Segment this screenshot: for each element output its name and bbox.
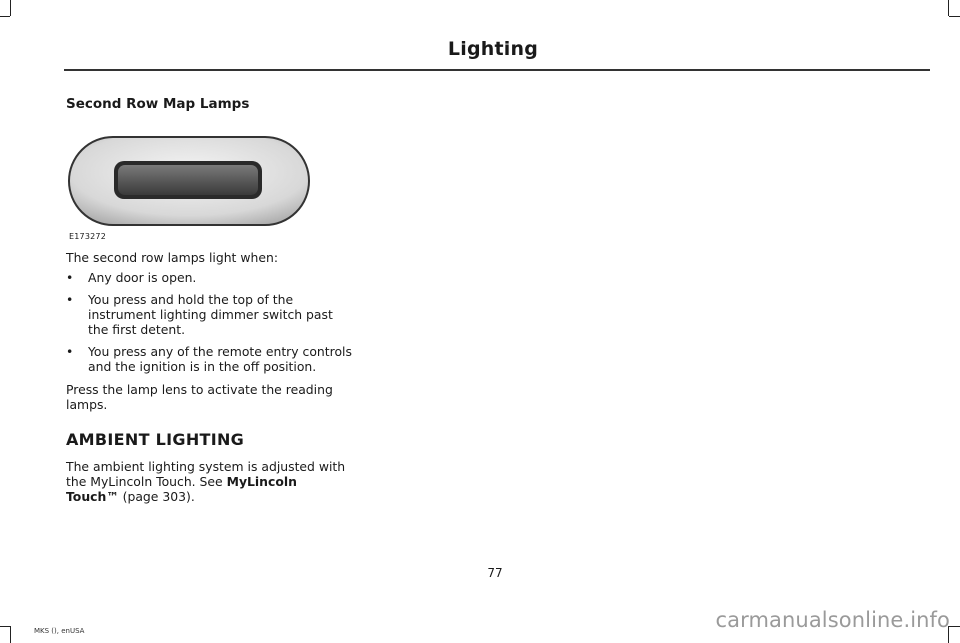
closing-text: Press the lamp lens to activate the reading lamps. (66, 382, 333, 412)
map-lamp-illustration (66, 128, 314, 232)
ambient-text-before: The ambient lighting system is adjusted with the MyLincoln Touch. See (66, 459, 346, 489)
condition-list (66, 270, 356, 381)
page-number: 77 (487, 566, 503, 580)
list-item: • You press any of the remote entry controls and the ignition is in the off position. (66, 344, 356, 374)
map-lamp-icon (66, 128, 314, 232)
ambient-lighting-heading: AMBIENT LIGHTING (66, 430, 245, 449)
page-title: Lighting (447, 38, 538, 60)
crop-mark-bottom-left-v (10, 626, 11, 643)
crop-mark-top-right-h (949, 16, 960, 17)
mylincoln-touch-link[interactable]: MyLincoln Touch™ (66, 474, 297, 504)
ambient-text-after: (page 303). (118, 489, 195, 504)
intro-text: The second row lamps light when: (66, 250, 278, 265)
crop-mark-bottom-right-h (949, 626, 960, 627)
ambient-lighting-text (66, 459, 351, 504)
watermark: carmanualsonline.info (715, 608, 950, 632)
figure-id: E173272 (69, 232, 106, 241)
list-item: • You press and hold the top of the instrument lighting dimmer switch past the first detent. (66, 292, 356, 337)
crop-mark-top-right-v (948, 0, 949, 16)
crop-mark-bottom-left-h (0, 626, 10, 627)
section-title: Second Row Map Lamps (66, 96, 250, 112)
crop-mark-top-left-h (0, 16, 10, 17)
crop-mark-top-left-v (10, 0, 11, 16)
header-rule (64, 69, 930, 71)
doc-code: MKS (), enUSA (34, 627, 85, 635)
list-item: • Any door is open. (66, 270, 356, 285)
